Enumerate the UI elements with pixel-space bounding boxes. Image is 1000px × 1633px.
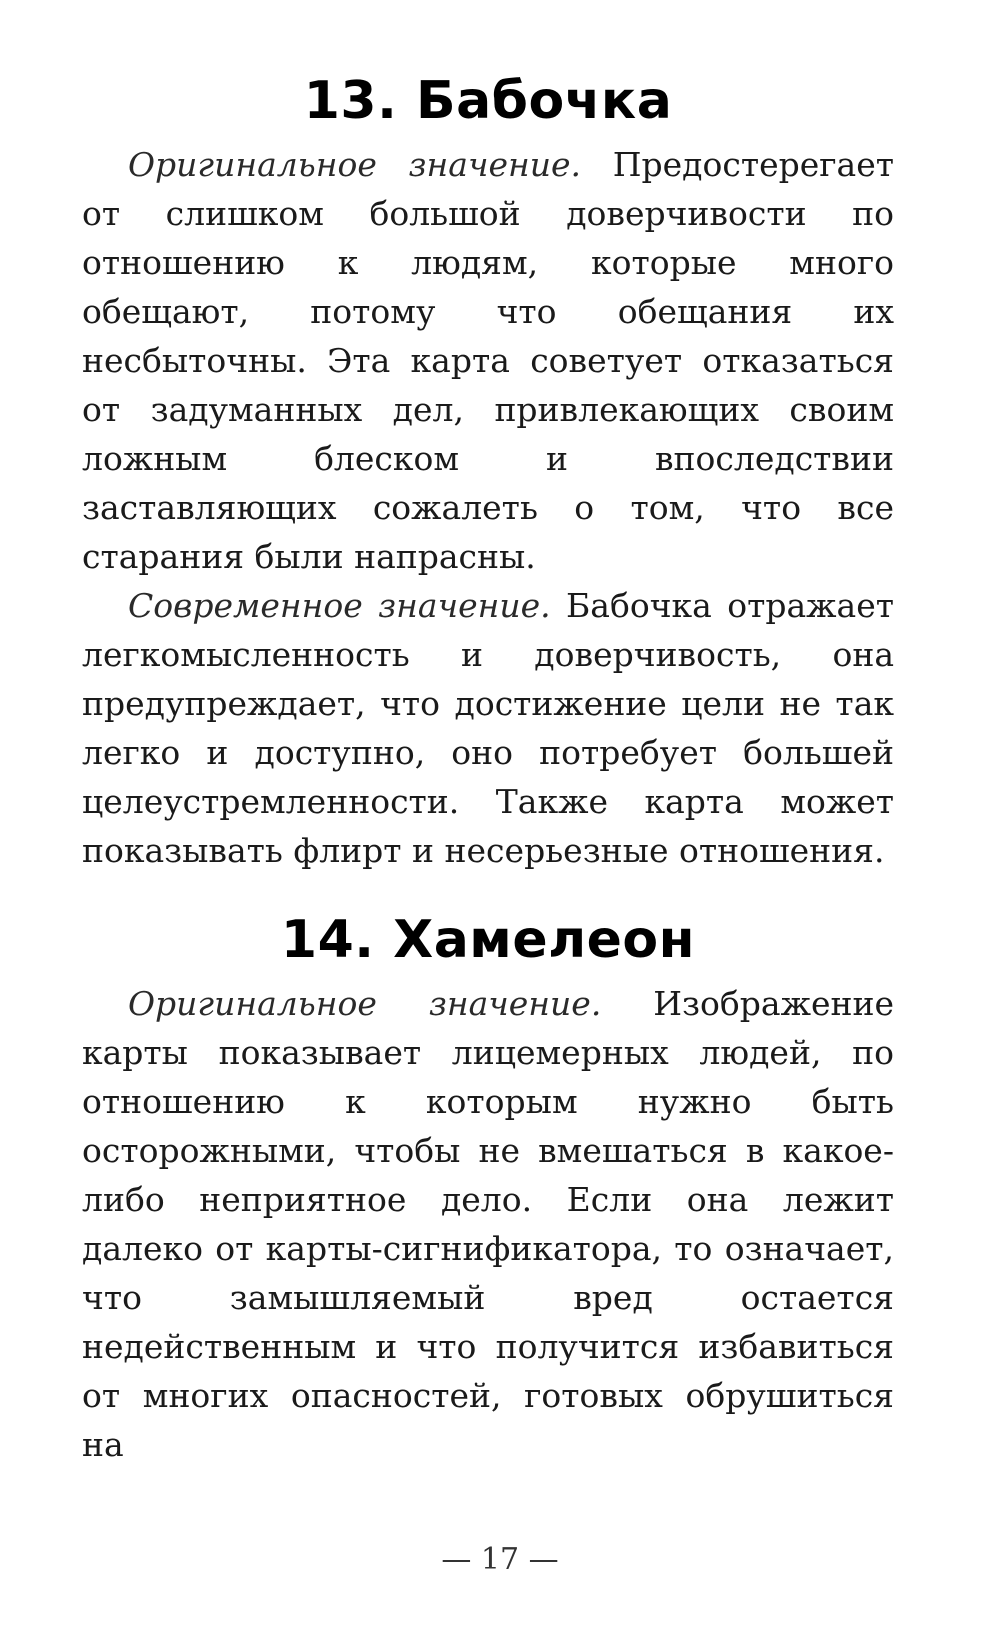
page-content bbox=[82, 62, 894, 1469]
paragraph-butterfly-modern bbox=[82, 581, 894, 875]
paragraph-lead: Оригинальное значение. bbox=[128, 984, 602, 1023]
paragraph-butterfly-original bbox=[82, 140, 894, 581]
section-heading-butterfly: 13. Бабочка bbox=[303, 71, 673, 131]
section-heading-chameleon: 14. Хамелеон bbox=[280, 910, 696, 970]
paragraph-text: Предостерегает от слишком большой доверчивости по отношению к людям, которые много обещают, потому что обещания их несбыточны. Эта карта советует отказаться от задуманных дел, привлекающих своим ложным блеском и впоследствии заставляющих сожалеть о том, что все старания были напрасны. bbox=[82, 145, 895, 576]
paragraph-lead: Современное значение. bbox=[128, 586, 551, 625]
page-number: — 17 — bbox=[441, 1542, 559, 1577]
paragraph-text: Изображение карты показывает лицемерных людей, по отношению к которым нужно быть осторожными, чтобы не вмешаться в какое-либо неприятное дело. Если она лежит далеко от карты-сигнификатора, то означает, что замышляемый вред остается недейственным и что получится избавиться от многих опасностей, готовых обрушиться на bbox=[82, 984, 894, 1464]
paragraph-chameleon-original bbox=[82, 979, 894, 1469]
paragraph-text: Бабочка отражает легкомысленность и доверчивость, она предупреждает, что достижение цели не так легко и доступно, оно потребует большей целеустремленности. Также карта может показывать флирт и несерьезные отношения. bbox=[82, 586, 894, 870]
paragraph-lead: Оригинальное значение. bbox=[128, 145, 582, 184]
